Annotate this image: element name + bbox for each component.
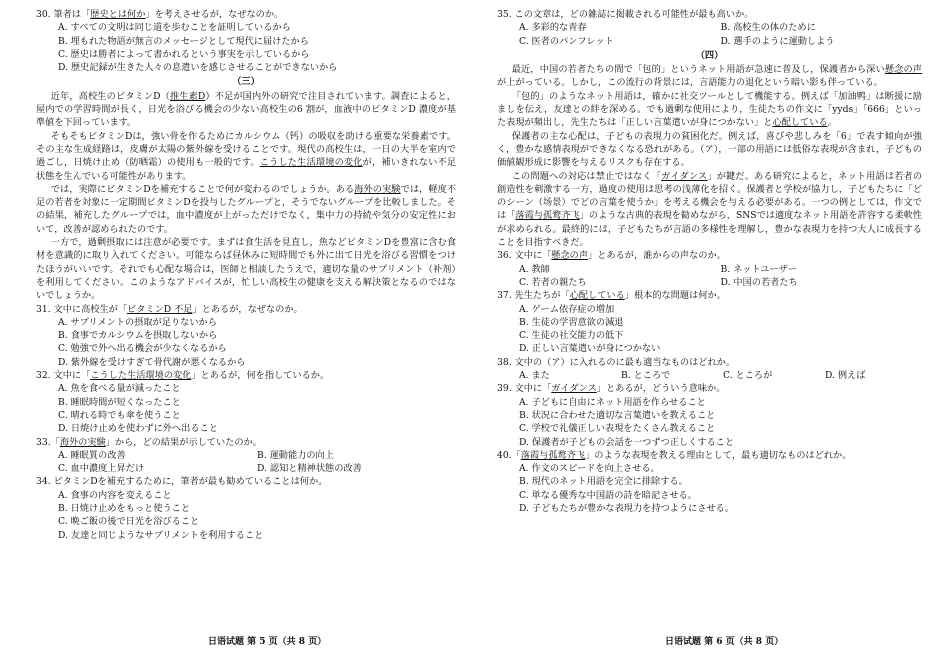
q34-option-b: B. 日焼け止めをもっと使うこと — [58, 502, 191, 514]
q35-option-b: B. 高校生の体のために — [720, 22, 816, 34]
q39-option-c: C. 学校で礼儀正しい表現をたくさん教えること — [519, 423, 716, 435]
q40-underlined: 落霞与孤鹜齐飞 — [520, 449, 586, 461]
q34-option-a: A. 食事の内容を変えること — [58, 489, 172, 501]
q38-option-d: D. 例えば — [825, 370, 866, 382]
right-column — [497, 8, 922, 515]
p3-underlined: 海外の実験 — [354, 183, 401, 195]
q32-option-a: A. 魚を食べる量が減ったこと — [58, 383, 181, 395]
q33-option-d: D. 認知と精神状態の改善 — [257, 463, 362, 475]
q37-stem: 37. 先生たちが「 — [497, 290, 570, 302]
r-p4-text-end: 」のような古典的表現を勧めながら，SNSでは適度なネット用語を許容する柔軟性が求められる。最終的には，子どもたちが言語の多様性を理解し，豊かな表現力を持つ大人に成長することを目指すべきだ。 — [497, 210, 923, 249]
q32-stem: 32. 文中に「 — [36, 370, 91, 382]
q32-stem-end: 」とあるが，何を指しているか。 — [191, 370, 330, 382]
q37-option-c: C. 生徒の社交能力の低下 — [519, 330, 624, 342]
passage-3-para-1 — [36, 90, 456, 130]
p1-text: 近年，高校生のビタミンD（ — [50, 90, 170, 102]
question-32 — [36, 369, 456, 382]
q32-option-b: B. 睡眠時間が短くなったこと — [58, 396, 181, 408]
q31-underlined: ビタミンD 不足 — [127, 303, 193, 315]
r-p4-text-mid: 」が鍵だ。ある研究によると，ネット用語は若者の創造性を刺激する一方，過度の使用は思考の浅薄化を招く。保護者と学校が協力し，子どもたちに「どのシーン（场景）でどの言葉を使うか」を考える機会を与える必要がある。一つの例としては，作文では「 — [497, 170, 923, 222]
passage-3-para-4: 一方で，過剰摂取には注意が必要です。まずは食生活を見直し，魚などビタミンDを豊富に含む食材を意識的に取り入れてください。可能ならば昼休みに短時間でも外に出て日光を浴びる習慣をつけたほうがいいです。それでも心配な場合は，医師と相談したうえで，適切な量のサプリメント（补剂）を利用してください。このようなアドバイスが，忙しい高校生の健康を支える解決策となるのではないでしょうか。 — [36, 237, 456, 302]
q39-option-a: A. 子どもに自由にネット用語を作らせること — [519, 396, 706, 408]
q37-option-a: A. ゲーム依存症の増加 — [519, 303, 615, 315]
q31-option-c: C. 勉強で外へ出る機会が少なくなるから — [58, 343, 227, 355]
q35-option-a: A. 多彩的な青春 — [519, 22, 587, 34]
q36-stem: 36. 文中に「 — [497, 250, 552, 262]
r-p2-text: 「包的」のようなネット用語は，確かに社交ツールとして機能する。例えば「加油鸭」は断援に励ましを伝え，友達との絆を深める。でも過剰な使用により，生徒たちの作文に「yyds」「666」といった表現が頻出し，先生たちは「正しい言葉遣いが身につかない」と — [497, 90, 922, 129]
page-footer-left: 日语试题 第 5 页（共 8 页） — [208, 637, 327, 647]
q38-option-a: A. また — [519, 370, 550, 382]
q40-option-d: D. 子どもたちが豊かな表現力を持つようにさせる。 — [519, 502, 735, 514]
passage-4-para-4 — [497, 170, 922, 250]
p1-underlined: 推生素D — [169, 90, 206, 102]
question-33 — [36, 436, 456, 449]
question-31 — [36, 303, 456, 316]
q33-options-row-1 — [58, 449, 456, 462]
p2-underlined: こうした生活環境の変化 — [259, 157, 363, 169]
section-4-heading: （四） — [695, 49, 724, 61]
page-footer-right: 日语试题 第 6 页（共 8 页） — [665, 637, 784, 647]
q40-option-c: C. 単なる優秀な中国語の詩を暗記させる。 — [519, 489, 697, 501]
r-p1-text-end: が上がっている。しかし，この流行の背景には，言語能力の退化という暗い影も伴っている。 — [497, 77, 883, 89]
passage-3-para-2 — [36, 130, 456, 183]
r-p4-underlined-2: 落霞与孤鹜齐飞 — [515, 210, 580, 222]
r-p4-underlined-1: ガイダンス — [661, 170, 708, 182]
p3-text-end: では，軽度不足の若者を対象に一定期間ビタミンDを投与したグループと，そうでないグループを比較しました。その結果，補充したグループでは，血中濃度が上がっただけでなく，集中力の持続や気分の安定性において，改善が認められたのです。 — [36, 183, 457, 235]
q40-stem-end: 」のような表現を教える理由として，最も適切なものはどれか。 — [585, 449, 852, 461]
q32-option-c: C. 晴れる時でも傘を使うこと — [58, 409, 181, 421]
q39-underlined: ガイダンス — [551, 383, 597, 395]
q40-option-a: A. 作文のスピードを向上させる。 — [519, 463, 660, 475]
q36-stem-end: 」とあるが，誰からの声なのか。 — [588, 250, 726, 262]
q39-stem: 39. 文中に「 — [497, 383, 552, 395]
q36-options-row-2 — [519, 276, 922, 289]
q30-option-d: D. 歴史記録が生きた人々の息遣いを感じさせることができないから — [58, 62, 338, 74]
q31-stem: 31. 文中に高校生が「 — [36, 303, 128, 315]
q36-underlined: 懸念の声 — [551, 250, 589, 262]
q33-option-b: B. 運動能力の向上 — [257, 449, 334, 461]
q35-options-row-1 — [519, 21, 922, 34]
question-39 — [497, 382, 922, 395]
q36-option-c: C. 若者の親たち — [519, 276, 587, 288]
question-30 — [36, 8, 456, 21]
passage-4-para-3: 保護者の主な心配は，子どもの表現力の貧困化だ。例えば，喜びや悲しみを「6」で表す傾向が強く，豊かな感情表現ができなくなる恐れがある。（ア），一部の用語には低俗な表現が含まれ，子どもの価値観形成に影響を与えるリスクも存在する。 — [497, 130, 922, 169]
p2-text-end: が，補いきれない不足状態を生んでいる可能性があります。 — [36, 157, 457, 182]
q39-option-d: D. 保護者が子どもの会話を一つずつ正しくすること — [519, 436, 735, 448]
question-34: 34. ビタミンDを補充するために，筆者が最も勧めていることは何か。 — [36, 476, 328, 488]
left-column — [36, 8, 456, 542]
q37-option-d: D. 正しい言葉遣いが身につかない — [519, 343, 661, 355]
q30-option-a: A. すべての文明は同じ道を歩むことを証明しているから — [58, 22, 291, 34]
q32-option-d: D. 日焼け止めを使わずに外へ出ること — [58, 423, 218, 435]
q31-option-b: B. 食事でカルシウムを摂取しないから — [58, 330, 218, 342]
q30-underlined: 歴史とは何か — [90, 9, 146, 20]
q35-option-d: D. 選手のように運動しよう — [720, 35, 835, 47]
passage-4-para-2 — [497, 90, 922, 130]
p1-text-end: ）不足が国内外の研究で注目されています。調査によると，屋内での学習時間が長く，日光を浴びる機会の少ない高校生の6 割が，血液中のビタミンD 濃度が基準値を下回っています。 — [36, 90, 456, 129]
r-p4-text: この問題への対応は禁止ではなく「 — [511, 170, 662, 182]
q34-option-d: D. 友達と同じようなサプリメントを利用すること — [58, 529, 264, 541]
q38-option-b: B. ところで — [621, 370, 671, 382]
q33-stem-end: 」から，どの結果が示していたのか。 — [105, 436, 262, 448]
q33-option-a: A. 睡眠質の改善 — [58, 449, 126, 461]
passage-4-para-1 — [497, 63, 922, 90]
q33-underlined: 海外の実験 — [59, 436, 106, 448]
question-40 — [497, 449, 922, 462]
q33-options-row-2 — [58, 462, 456, 475]
r-p1-text: 最近，中国の若者たちの間で「包的」というネット用語が急速に普及し，保護者から深い — [511, 64, 885, 76]
q36-option-a: A. 教師 — [519, 263, 550, 275]
p3-text: では，実際にビタミンDを補充することで何が変わるのでしょうか。ある — [50, 183, 355, 195]
q30-stem-end: 」を考えさせるが，なぜなのか。 — [145, 9, 284, 20]
q37-option-b: B. 生徒の学習意欲の減退 — [519, 316, 624, 328]
q37-underlined: 心配している — [569, 290, 625, 302]
q30-stem: 30. 筆者は「 — [36, 9, 91, 20]
q40-stem: 40.「 — [497, 449, 521, 461]
q35-options-row-2 — [519, 35, 922, 48]
q38-option-c: C. ところが — [723, 370, 773, 382]
question-38: 38. 文中の（ア）に入れるのに最も適当なものはどれか。 — [497, 356, 736, 368]
q33-option-c: C. 血中濃度上昇だけ — [58, 463, 145, 475]
r-p2-text-end: 。 — [827, 117, 837, 129]
q39-option-b: B. 状況に合わせた適切な言葉遣いを教えること — [519, 409, 716, 421]
q40-option-b: B. 現代のネット用語を完全に排除する。 — [519, 476, 688, 488]
q30-option-c: C. 歴史は勝者によって書かれるという事実を示しているから — [58, 48, 310, 60]
q38-options-row — [519, 369, 922, 382]
q33-stem: 33.「 — [36, 436, 60, 448]
q32-underlined: こうした生活環境の変化 — [90, 370, 192, 382]
q37-stem-end: 」根本的な問題は何か。 — [624, 290, 726, 302]
q31-option-a: A. サプリメントの摂取が足りないから — [58, 316, 217, 328]
q35-option-c: C. 医者のパンフレット — [519, 35, 614, 47]
section-3-heading: （三） — [232, 76, 260, 88]
passage-3-para-3 — [36, 183, 456, 236]
q30-option-b: B. 埋もれた物語が無言のメッセージとして現代に届けたから — [58, 35, 309, 47]
question-35: 35. この文章は，どの雑誌に掲載される可能性が最も高いか。 — [497, 9, 754, 20]
q36-options-row-1 — [519, 263, 922, 276]
q36-option-b: B. ネットユーザー — [720, 263, 798, 275]
r-p1-underlined: 懸念の声 — [884, 64, 922, 76]
r-p2-underlined: 心配している — [772, 117, 828, 129]
q31-option-d: D. 紫外線を受けすぎて骨代謝が悪くなるから — [58, 356, 246, 368]
q34-option-c: C. 晩ご飯の後で日光を浴びること — [58, 516, 200, 528]
question-37 — [497, 289, 922, 302]
question-36 — [497, 249, 922, 262]
p2-text: そもそもビタミンDは，強い骨を作るためにカルシウム（钙）の吸収を助ける重要な栄養素です。その主な生成経路は，皮膚が太陽の紫外線を受けることです。現代の高校生は，一日の大半を室内で過ごし，日焼け止め（防晒霜）の使用も一般的です。 — [36, 130, 456, 169]
q31-stem-end: 」とあるが，なぜなのか。 — [192, 303, 303, 315]
q36-option-d: D. 中国の若者たち — [720, 276, 798, 288]
q39-stem-end: 」とあるが，どういう意味か。 — [596, 383, 726, 395]
